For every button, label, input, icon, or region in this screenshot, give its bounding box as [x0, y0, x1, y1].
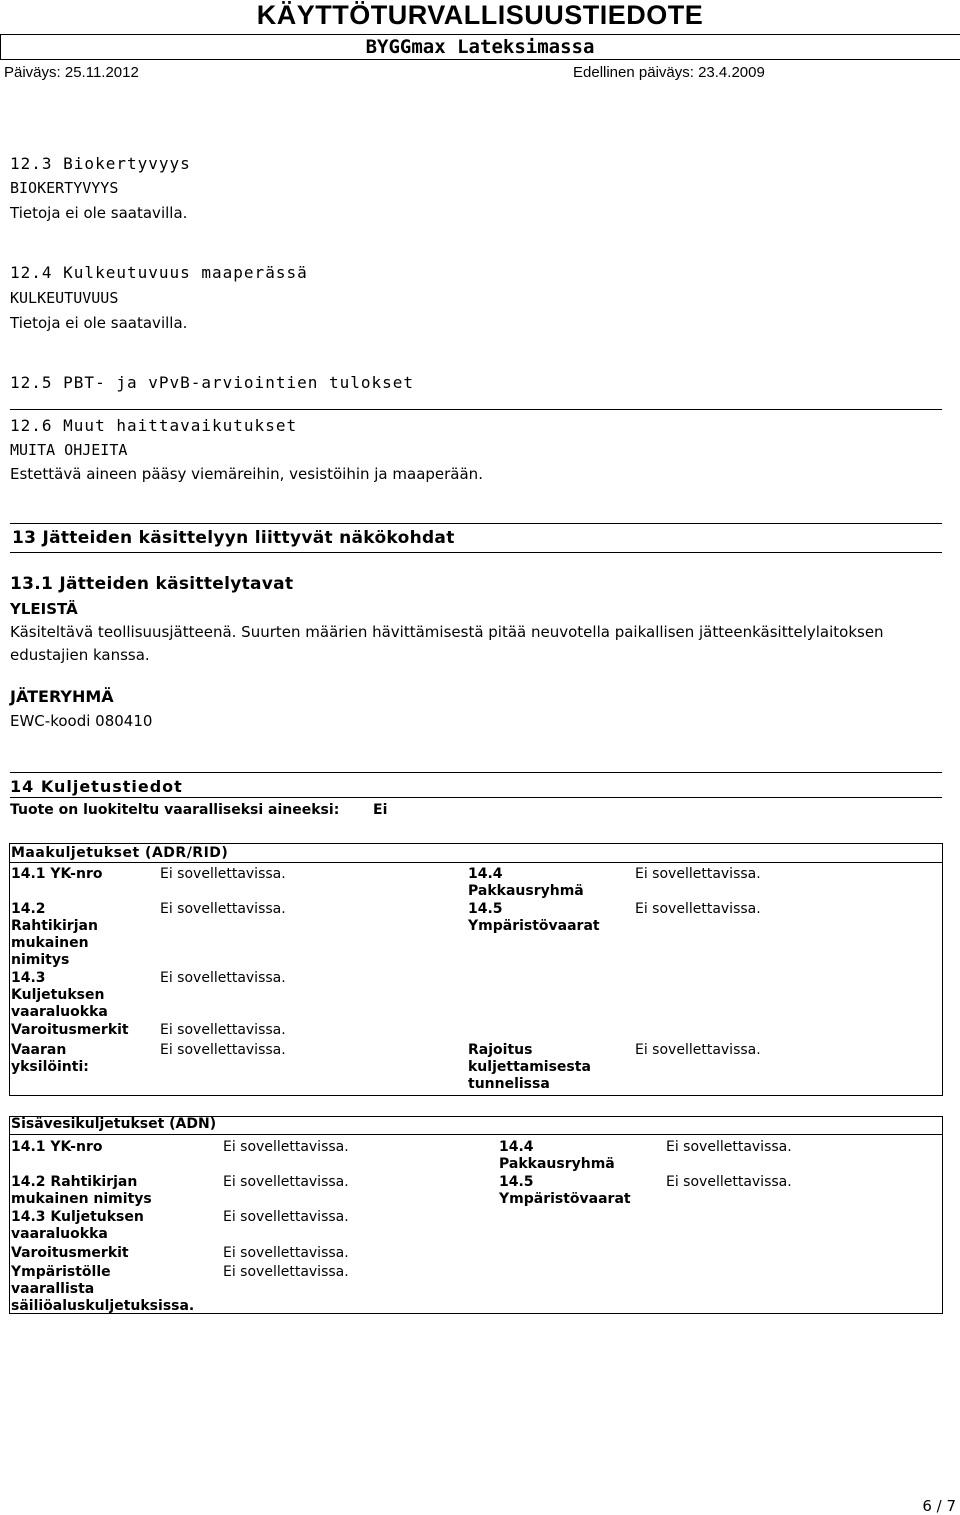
adr-hazid-label-2: yksilöinti: [11, 1059, 89, 1075]
adr-class-label-1: 14.3 [11, 970, 46, 986]
adr-class-value: Ei sovellettavissa. [160, 970, 286, 986]
adr-warn-value: Ei sovellettavissa. [160, 1022, 286, 1038]
adn-class-label-2: vaaraluokka [11, 1226, 108, 1242]
page-number: 6 / 7 [922, 1497, 956, 1515]
disposal-text-line1: Käsiteltävä teollisuusjätteenä. Suurten määrien hävittämisestä pitää neuvotella paikallisen jätteenkäsittelylaitoksen [10, 623, 884, 641]
adr-name-label-4: nimitys [11, 952, 70, 968]
adr-pack-value: Ei sovellettavissa. [635, 866, 761, 882]
adn-tank-label-2: vaarallista [11, 1281, 95, 1297]
adn-env-label-1: 14.5 [499, 1174, 534, 1190]
adr-pack-label-1: 14.4 [468, 866, 503, 882]
adr-tunnel-label-2: kuljettamisesta [468, 1059, 591, 1075]
section-12-6-subheading: MUITA OHJEITA [10, 441, 128, 459]
adn-tank-label-3: säiliöaluskuljetuksissa. [11, 1298, 195, 1314]
divider [10, 552, 942, 553]
adr-env-label-2: Ympäristövaarat [468, 918, 600, 934]
classified-label: Tuote on luokiteltu vaaralliseksi aineeksi: [10, 802, 340, 818]
adn-un-label: 14.1 YK-nro [11, 1139, 103, 1155]
section-12-4-subheading: KULKEUTUVUUS [10, 289, 119, 307]
section-12-6-text: Estettävä aineen pääsy viemäreihin, vesistöihin ja maaperään. [10, 465, 483, 483]
adr-name-label-3: mukainen [11, 935, 89, 951]
disposal-text-line2: edustajien kanssa. [10, 646, 150, 664]
classified-value: Ei [373, 802, 388, 818]
adr-name-value: Ei sovellettavissa. [160, 901, 286, 917]
adr-env-label-1: 14.5 [468, 901, 503, 917]
adr-pack-label-2: Pakkausryhmä [468, 883, 584, 899]
adn-env-label-2: Ympäristövaarat [499, 1191, 631, 1207]
adn-tank-value: Ei sovellettavissa. [223, 1264, 349, 1280]
section-12-4-heading: 12.4 Kulkeutuvuus maaperässä [10, 263, 308, 282]
section-13-1-heading: 13.1 Jätteiden käsittelytavat [10, 574, 294, 594]
adr-tunnel-value: Ei sovellettavissa. [635, 1042, 761, 1058]
adn-pack-label-1: 14.4 [499, 1139, 534, 1155]
product-name: BYGGmax Lateksimassa [365, 36, 595, 58]
adn-env-value: Ei sovellettavissa. [666, 1174, 792, 1190]
adn-un-value: Ei sovellettavissa. [223, 1139, 349, 1155]
adn-warn-value: Ei sovellettavissa. [223, 1245, 349, 1261]
adr-name-label-1: 14.2 [11, 901, 46, 917]
divider [10, 409, 942, 410]
previous-date: Edellinen päiväys: 23.4.2009 [573, 64, 765, 81]
adn-table [9, 1116, 943, 1314]
adn-name-value: Ei sovellettavissa. [223, 1174, 349, 1190]
adn-class-label-1: 14.3 Kuljetuksen [11, 1209, 144, 1225]
ewc-code: EWC-koodi 080410 [10, 712, 153, 730]
divider [9, 862, 943, 863]
adr-class-label-3: vaaraluokka [11, 1004, 108, 1020]
section-12-3-text: Tietoja ei ole saatavilla. [10, 204, 188, 222]
section-12-5-heading: 12.5 PBT- ja vPvB-arviointien tulokset [10, 373, 415, 392]
adr-hazid-label-1: Vaaran [11, 1042, 67, 1058]
adn-pack-label-2: Pakkausryhmä [499, 1156, 615, 1172]
divider [10, 523, 942, 524]
section-14-heading: 14 Kuljetustiedot [10, 777, 183, 796]
section-12-3-heading: 12.3 Biokertyvyys [10, 154, 191, 173]
adr-class-label-2: Kuljetuksen [11, 987, 105, 1003]
adr-warn-label: Varoitusmerkit [11, 1022, 129, 1038]
adn-warn-label: Varoitusmerkit [11, 1245, 129, 1261]
adr-tunnel-label-3: tunnelissa [468, 1076, 550, 1092]
adn-pack-value: Ei sovellettavissa. [666, 1139, 792, 1155]
adr-tunnel-label-1: Rajoitus [468, 1042, 533, 1058]
divider [10, 797, 942, 798]
document-title: KÄYTTÖTURVALLISUUSTIEDOTE [256, 0, 704, 30]
section-12-4-text: Tietoja ei ole saatavilla. [10, 314, 188, 332]
adr-env-value: Ei sovellettavissa. [635, 901, 761, 917]
adr-name-label-2: Rahtikirjan [11, 918, 98, 934]
section-12-3-subheading: BIOKERTYVYYS [10, 179, 119, 197]
adn-name-label-1: 14.2 Rahtikirjan [11, 1174, 138, 1190]
adr-un-value: Ei sovellettavissa. [160, 866, 286, 882]
adr-un-label: 14.1 YK-nro [11, 866, 103, 882]
waste-group-label: JÄTERYHMÄ [10, 687, 114, 706]
adn-tank-label-1: Ympäristölle [11, 1264, 111, 1280]
adn-class-value: Ei sovellettavissa. [223, 1209, 349, 1225]
adn-name-label-2: mukainen nimitys [11, 1191, 152, 1207]
adn-title: Sisävesikuljetukset (ADN) [11, 1116, 217, 1132]
issue-date: Päiväys: 25.11.2012 [4, 64, 139, 81]
divider [10, 772, 942, 773]
general-label: YLEISTÄ [10, 600, 78, 618]
divider [9, 1134, 943, 1135]
adr-hazid-value: Ei sovellettavissa. [160, 1042, 286, 1058]
adr-title: Maakuljetukset (ADR/RID) [11, 845, 229, 861]
section-12-6-heading: 12.6 Muut haittavaikutukset [10, 416, 298, 435]
section-13-heading: 13 Jätteiden käsittelyyn liittyvät näkökohdat [12, 528, 455, 548]
